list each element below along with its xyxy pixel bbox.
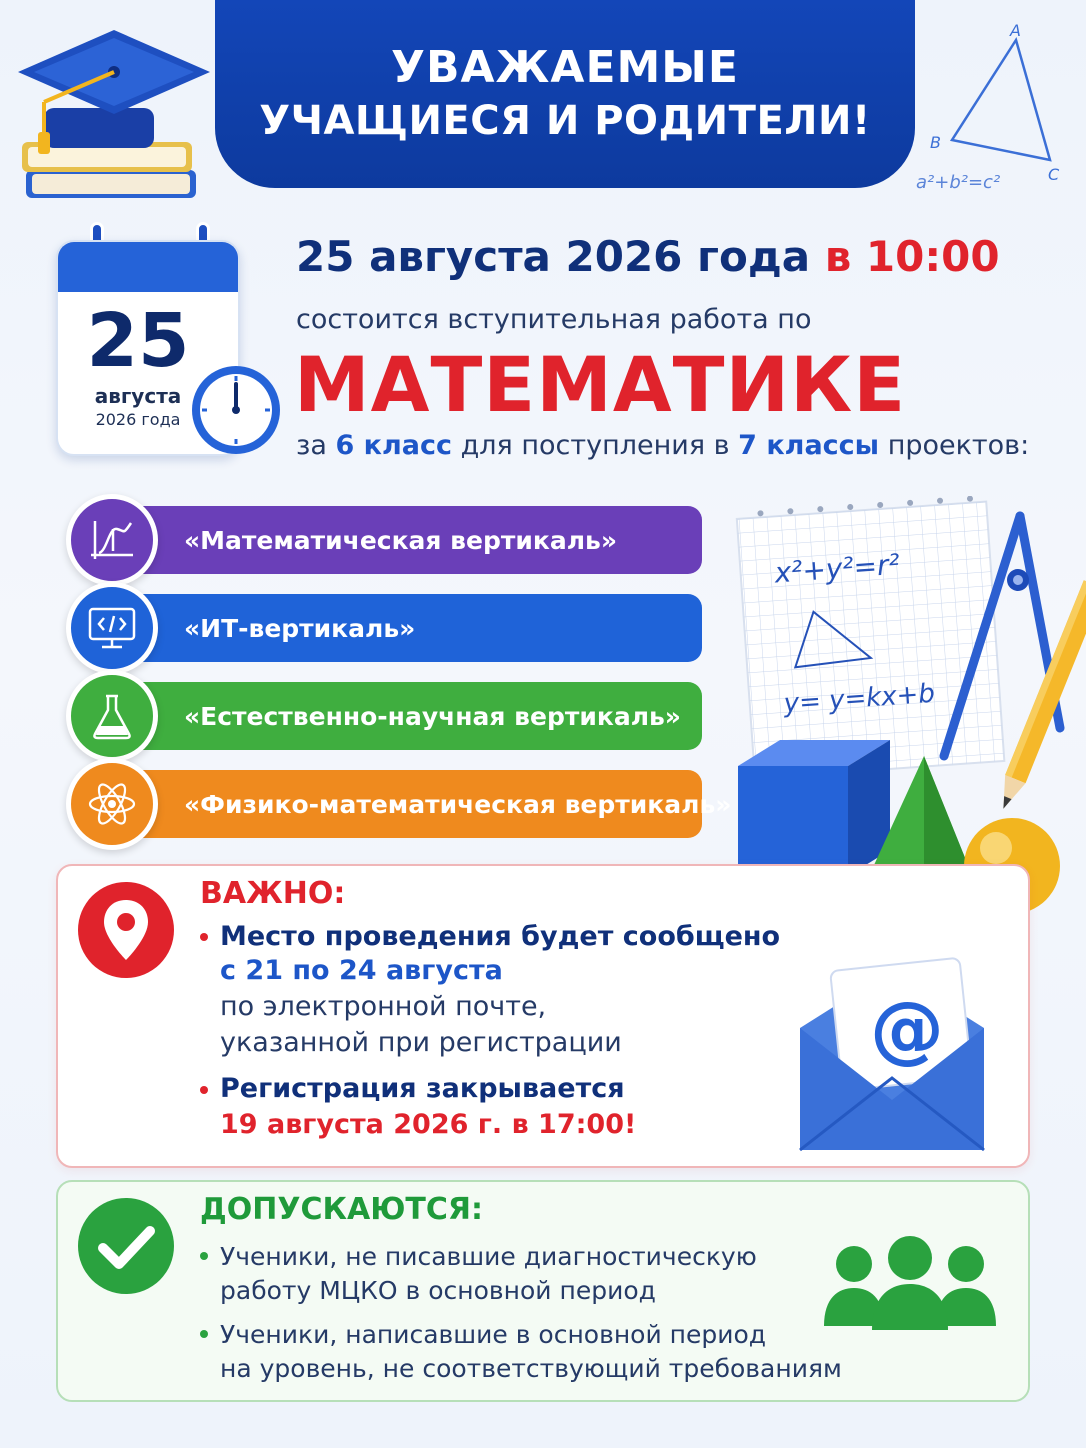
event-date-text: 25 августа 2026 года bbox=[296, 232, 811, 281]
calendar-month: августа bbox=[94, 384, 182, 408]
pythagoras-formula: a²+b²=c² bbox=[916, 172, 1001, 193]
event-time-text: в 10:00 bbox=[824, 232, 1000, 281]
project-pill-physics bbox=[120, 770, 732, 838]
allowed-item2-line1: Ученики, написавшие в основной период bbox=[220, 1320, 767, 1349]
important-title: ВАЖНО: bbox=[200, 876, 346, 911]
important-item1-line3: по электронной почте, bbox=[220, 991, 547, 1022]
important-item1-line2: с 21 по 24 августа bbox=[220, 955, 503, 986]
vertex-a-label: A bbox=[1010, 21, 1021, 40]
project-pill-it bbox=[120, 594, 702, 662]
classes-grade-from: 6 класс bbox=[335, 430, 453, 461]
formula-line: y= y=kx+b bbox=[782, 678, 936, 720]
at-sign: @ bbox=[870, 986, 944, 1072]
email-envelope-icon bbox=[792, 950, 992, 1160]
project-label: «ИТ-вертикаль» bbox=[184, 613, 416, 643]
important-item1-line4: указанной при регистрации bbox=[220, 1027, 622, 1058]
event-date bbox=[296, 232, 1000, 281]
atom-icon bbox=[66, 758, 158, 850]
vertex-b-label: B bbox=[930, 133, 941, 152]
header-title-line2: УЧАЩИЕСЯ И РОДИТЕЛИ! bbox=[259, 98, 871, 144]
important-item1-line1: Место проведения будет сообщено bbox=[220, 921, 781, 952]
project-label: «Математическая вертикаль» bbox=[184, 525, 617, 555]
allowed-item2-line2: на уровень, не соответствующий требованиям bbox=[220, 1354, 842, 1383]
project-label: «Физико-математическая вертикаль» bbox=[184, 789, 732, 819]
bullet-dot bbox=[200, 933, 208, 941]
important-item2-line1: Регистрация закрывается bbox=[220, 1073, 625, 1104]
location-pin-icon bbox=[76, 880, 176, 980]
allowed-item1-line1: Ученики, не писавшие диагностическую bbox=[220, 1242, 757, 1271]
flask-icon bbox=[66, 670, 158, 762]
code-monitor-icon bbox=[66, 582, 158, 674]
calendar-day: 25 bbox=[86, 298, 190, 384]
calendar-year: 2026 года bbox=[95, 410, 181, 429]
classes-grade-to: 7 классы bbox=[738, 430, 880, 461]
project-pill-science bbox=[120, 682, 702, 750]
header-banner bbox=[215, 0, 915, 188]
important-item2-line2: 19 августа 2026 г. в 17:00! bbox=[220, 1109, 637, 1140]
project-label: «Естественно-научная вертикаль» bbox=[184, 701, 681, 731]
bullet-dot bbox=[200, 1252, 208, 1260]
calendar-header bbox=[58, 242, 238, 292]
event-classes bbox=[296, 430, 1029, 461]
clock-icon bbox=[188, 362, 284, 458]
graduation-cap-icon bbox=[14, 20, 214, 205]
checkmark-icon bbox=[76, 1196, 176, 1296]
event-subtitle: состоится вступительная работа по bbox=[296, 304, 812, 335]
graph-icon bbox=[66, 494, 158, 586]
formula-circle: x²+y²=r² bbox=[773, 547, 901, 590]
triangle-icon bbox=[912, 20, 1072, 200]
bullet-dot bbox=[200, 1330, 208, 1338]
event-subject: МАТЕМАТИКЕ bbox=[294, 340, 907, 429]
allowed-title: ДОПУСКАЮТСЯ: bbox=[200, 1192, 484, 1227]
bullet-dot bbox=[200, 1086, 208, 1094]
vertex-c-label: C bbox=[1048, 165, 1060, 184]
classes-post: проектов: bbox=[887, 430, 1030, 461]
allowed-item1-line2: работу МЦКО в основной период bbox=[220, 1276, 656, 1305]
header-title-line1: УВАЖАЕМЫЕ bbox=[391, 42, 739, 93]
project-pill-math bbox=[120, 506, 702, 574]
classes-pre: за bbox=[296, 430, 327, 461]
people-group-icon bbox=[822, 1234, 998, 1334]
classes-mid: для поступления в bbox=[460, 430, 730, 461]
